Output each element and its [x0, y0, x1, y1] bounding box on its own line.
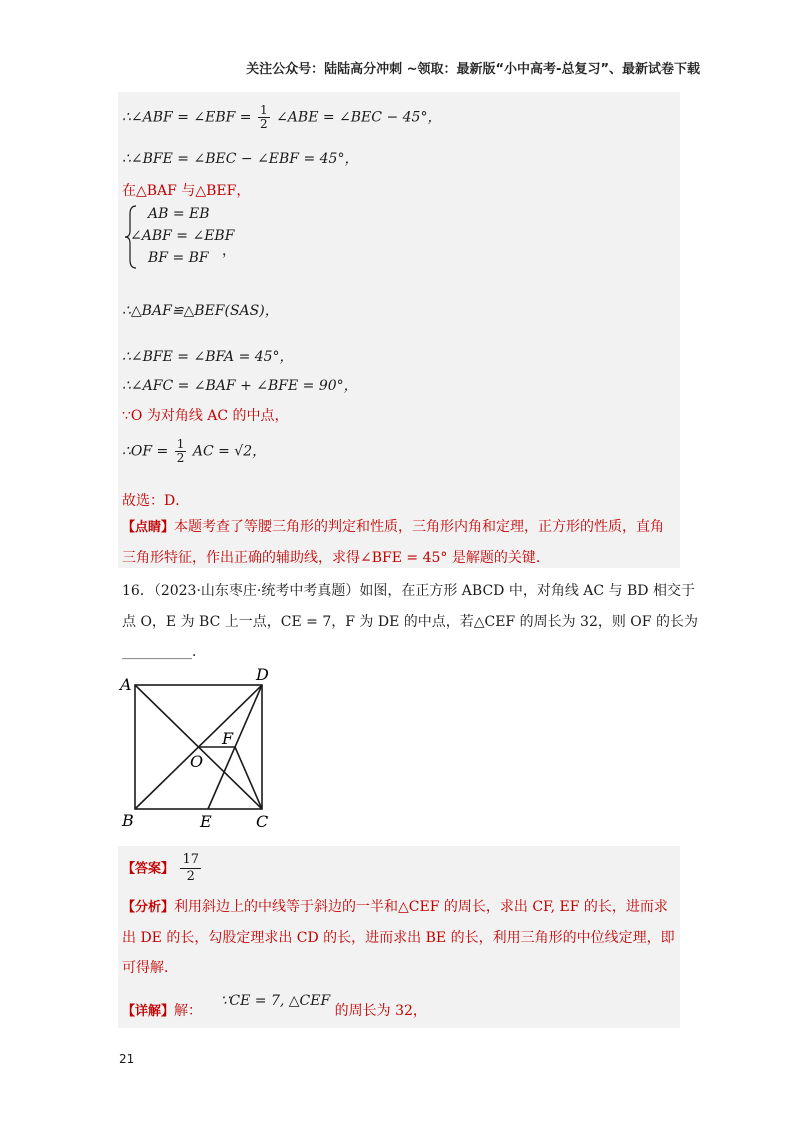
- solution-block: [118, 92, 680, 568]
- proof-line-3: 在△BAF 与△BEF，: [122, 183, 251, 199]
- label-b: B: [122, 811, 134, 830]
- answer-blank: __________．: [122, 644, 206, 660]
- proof-line-7: ∵O 为对角线 AC 的中点，: [122, 408, 289, 424]
- comment-paragraph: 【点睛】本题考查了等腰三角形的判定和性质，三角形内角和定理，正方形的性质，直角三角形特征，作出正确的辅助线，求得∠BFE = 45° 是解题的关键．: [122, 519, 665, 566]
- system-eq-1: AB = EB: [148, 206, 210, 222]
- system-eq-3: BF = BF: [148, 250, 209, 266]
- segment-fc: [235, 747, 262, 809]
- fraction-half: $\frac{1}{2}$: [259, 103, 268, 131]
- proof-line-4: ∴△BAF≌△BEF(SAS)，: [122, 303, 279, 319]
- question-line-1: 16．（2023·山东枣庄·统考中考真题）如图，在正方形 ABCD 中，对角线 AC 与 BD 相交于: [122, 583, 695, 599]
- system-tail: ，: [222, 243, 236, 259]
- label-o: O: [190, 752, 204, 771]
- answer-line: 【答案】 $\frac{17}{2}$: [122, 852, 200, 884]
- label-e: E: [200, 812, 212, 831]
- label-f: F: [222, 729, 234, 748]
- geometry-figure: [110, 668, 290, 838]
- analysis-paragraph: 【分析】利用斜边上的中线等于斜边的一半和△CEF 的周长，求出 CF, EF 的长，进而求出 DE 的长，勾股定理求出 CD 的长，进而求出 BE 的长，利用三角形的中位线定理，即可得解．: [122, 899, 675, 976]
- label-d: D: [256, 668, 269, 684]
- answer-block: [118, 846, 680, 1028]
- detail-line: 【详解】解： ∵CE = 7, △CEF 的周长为 32，: [122, 993, 427, 1019]
- page-number: 21: [119, 1052, 135, 1066]
- label-a: A: [120, 675, 132, 694]
- choice-line: 故选：D．: [122, 493, 190, 509]
- page-header: 关注公众号：陆陆高分冲刺 ~领取：最新版“小中高考-总复习”、最新试卷下载: [246, 62, 700, 77]
- answer-fraction: $\frac{17}{2}$: [182, 852, 200, 884]
- proof-line-2: ∴∠BFE = ∠BEC − ∠EBF = 45°，: [122, 151, 359, 167]
- proof-line-1: ∴∠ABF = ∠EBF = $\frac{1}{2}$ ∠ABE = ∠BEC − 45°，: [122, 103, 442, 131]
- question-line-2: 点 O，E 为 BC 上一点，CE = 7，F 为 DE 的中点，若△CEF 的周长为 32，则 OF 的长为: [122, 614, 698, 630]
- proof-line-5: ∴∠BFE = ∠BFA = 45°，: [122, 349, 294, 365]
- proof-line-8: ∴OF = $\frac{1}{2}$ AC = √2，: [122, 437, 267, 465]
- label-c: C: [256, 812, 269, 831]
- fraction-half-2: $\frac{1}{2}$: [176, 437, 185, 465]
- system-eq-2: ∠ABF = ∠EBF: [130, 228, 235, 244]
- proof-line-6: ∴∠AFC = ∠BAF + ∠BFE = 90°，: [122, 378, 358, 394]
